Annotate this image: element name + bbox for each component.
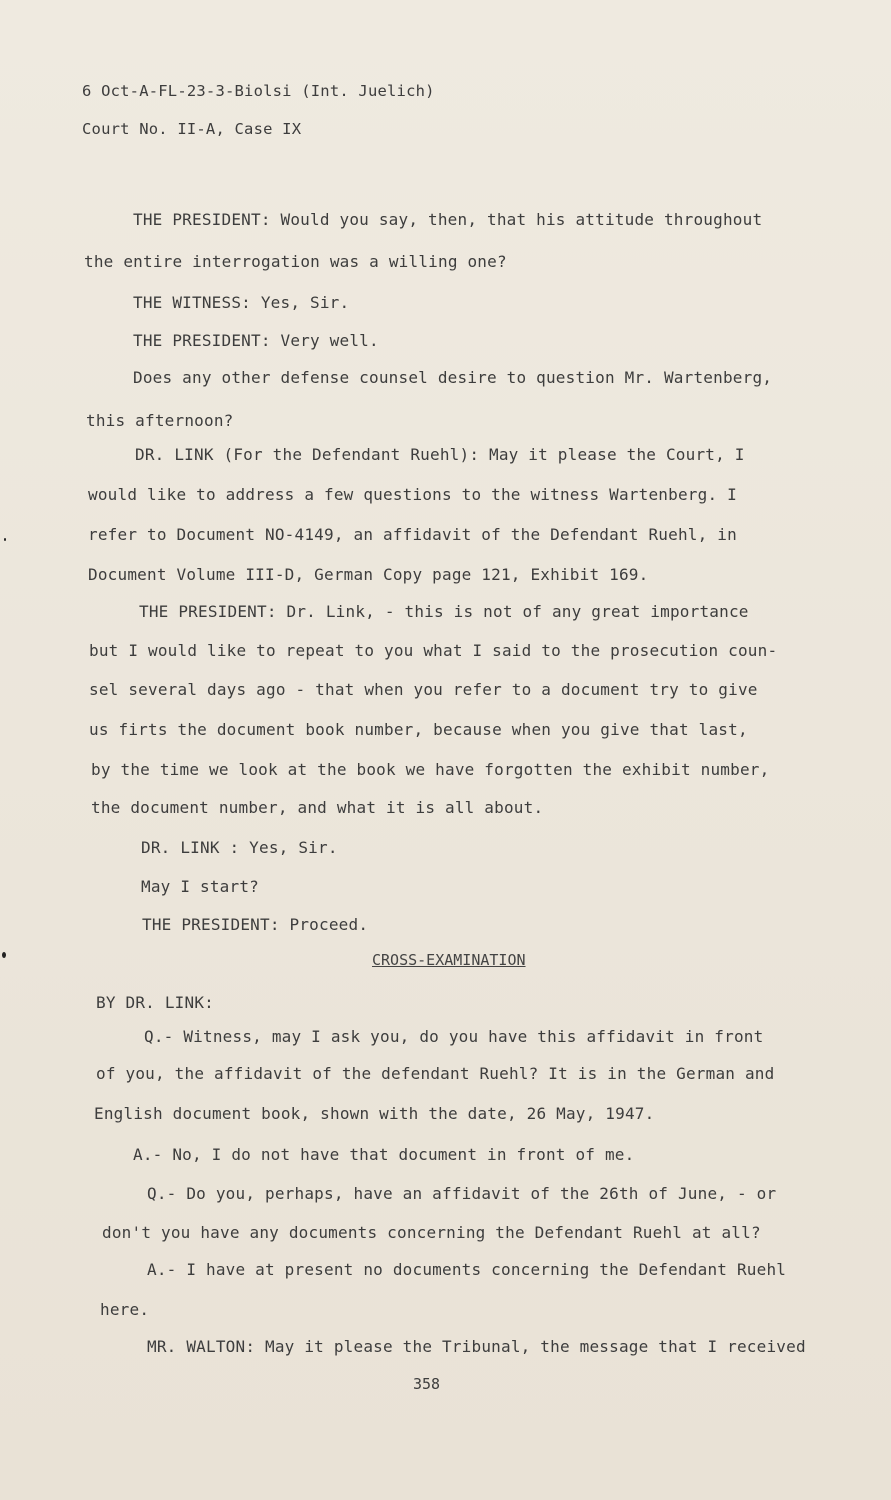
- transcript-line: by the time we look at the book we have forgotten the exhibit number,: [91, 760, 770, 779]
- transcript-line: this afternoon?: [86, 411, 234, 430]
- transcript-line: Q.- Do you, perhaps, have an affidavit of the 26th of June, - or: [147, 1184, 777, 1203]
- transcript-line: THE PRESIDENT: Would you say, then, that his attitude throughout: [133, 210, 763, 229]
- transcript-line: MR. WALTON: May it please the Tribunal, the message that I received: [147, 1337, 806, 1356]
- transcript-line: THE WITNESS: Yes, Sir.: [133, 293, 350, 312]
- transcript-line: Does any other defense counsel desire to question Mr. Wartenberg,: [133, 368, 773, 387]
- transcript-line: DR. LINK (For the Defendant Ruehl): May it please the Court, I: [135, 445, 745, 464]
- binding-hole-mark: [2, 952, 6, 958]
- header-court: Court No. II-A, Case IX: [82, 120, 302, 138]
- transcript-line: us firts the document book number, because when you give that last,: [89, 720, 748, 739]
- transcript-line: THE PRESIDENT: Very well.: [133, 331, 379, 350]
- transcript-line: English document book, shown with the date, 26 May, 1947.: [94, 1104, 655, 1123]
- transcript-line: here.: [100, 1300, 150, 1319]
- transcript-line: but I would like to repeat to you what I said to the prosecution coun-: [89, 641, 778, 660]
- transcript-line: Q.- Witness, may I ask you, do you have this affidavit in front: [144, 1027, 764, 1046]
- transcript-line: May I start?: [141, 877, 259, 896]
- transcript-line: refer to Document NO-4149, an affidavit of the Defendant Ruehl, in: [88, 525, 737, 544]
- transcript-line: the entire interrogation was a willing one?: [84, 252, 507, 271]
- transcript-line: of you, the affidavit of the defendant Ruehl? It is in the German and: [96, 1064, 775, 1083]
- transcript-line: BY DR. LINK:: [96, 993, 214, 1012]
- binding-hole-mark: [4, 538, 6, 541]
- transcript-line: A.- I have at present no documents concerning the Defendant Ruehl: [147, 1260, 787, 1279]
- page-number: 358: [413, 1375, 441, 1393]
- transcript-line: sel several days ago - that when you refer to a document try to give: [89, 680, 758, 699]
- transcript-line: DR. LINK : Yes, Sir.: [141, 838, 338, 857]
- transcript-line: A.- No, I do not have that document in front of me.: [133, 1145, 635, 1164]
- header-reference: 6 Oct-A-FL-23-3-Biolsi (Int. Juelich): [82, 82, 435, 100]
- transcript-line: Document Volume III-D, German Copy page 121, Exhibit 169.: [88, 565, 649, 584]
- transcript-line: THE PRESIDENT: Dr. Link, - this is not of any great importance: [139, 602, 749, 621]
- transcript-line: THE PRESIDENT: Proceed.: [142, 915, 369, 934]
- transcript-line: the document number, and what it is all about.: [91, 798, 544, 817]
- transcript-line: don't you have any documents concerning the Defendant Ruehl at all?: [102, 1223, 761, 1242]
- section-heading: CROSS-EXAMINATION: [372, 951, 526, 969]
- transcript-line: would like to address a few questions to the witness Wartenberg. I: [88, 485, 737, 504]
